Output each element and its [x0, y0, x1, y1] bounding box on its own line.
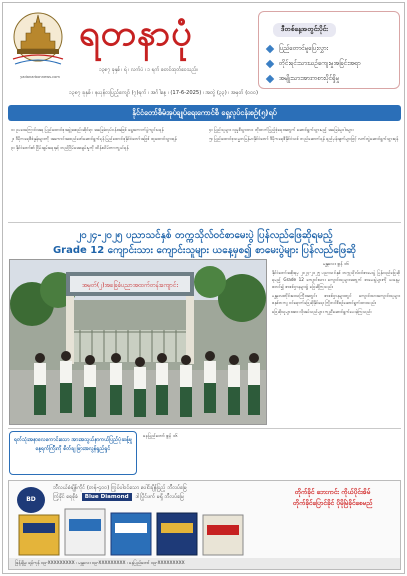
paragraph: ဖြေဆိုသူများအား လိုအပ်သည်များ ကူညီဆောင်ရွက်ပေးခဲ့ကြသည်။ — [272, 309, 372, 314]
article-column-side — [272, 269, 400, 317]
photo-signboard-text: အမှတ်(၂)အခြေခံပညာအထက်တန်းကျောင်း — [82, 282, 178, 289]
article-byline: မန္တလေး ဇွန် ၁၆ — [322, 262, 350, 267]
contents-box — [258, 11, 400, 89]
paragraph: ၃။ နိုင်ငံတော်၏ ငြိမ်းချမ်းရေးနှင့် တည်ငြိမ်အေးချမ်းမှုကို ထိန်းသိမ်းကာကွယ်ရန် — [11, 145, 129, 150]
cement-advertisement[interactable] — [8, 480, 401, 570]
divider — [8, 222, 401, 223]
article-byline: နေပြည်တော် ဇွန် ၁၆ — [143, 434, 178, 439]
diamond-bullet-icon — [266, 44, 274, 52]
paragraph: ၁။ ဥပဒေကြောင်းအရ ပြည်ထောင်စုအဖွဲ့အစည်းဆိုင်ရာ အခြေခံလုပ်ငန်းအဖြစ် ရွေးကောက်ပွဲကျင်းပရန် — [11, 127, 164, 132]
paragraph: ၄။ ပြည်သူများ လူမှုစီးပွားဘဝ တိုးတက်ပြည့်စုံရေးအတွက် ဆောင်ရွက်သွားမည့် အခြေခံမူဝါဒများ — [209, 127, 354, 132]
ad-footer: ဖြန့်ချိမှု၊ ရန်ကုန် ၀၉-XXXXXXXXX ၊ မန္တလေး ၀၉-XXXXXXXXX ၊ နေပြည်တော် ၀၉-XXXXXXXXX — [9, 558, 400, 569]
ad-line-1: ဘီလယ်စံချိန်ကိုင် (တန်-၄၀၀) ကြွပ်ပါဝင်သော ပေါင်ချိန်ပြည့် ဘီလပ်မြေ — [53, 485, 187, 491]
contents-item[interactable]: ပြည်တောင်မူပြေးလွှား — [263, 41, 395, 56]
health-notice: ရတ်သုံးအနာလေကောင်းသော အားအသွယ်နာကယ်ပြည်ပုံဆန့်မှု နေ့ရက်ကြီးကို စိတ်ချ မြားအလွန်ရှည်ရှင် — [9, 431, 137, 475]
divider — [8, 428, 401, 429]
article-column-right — [209, 126, 399, 144]
paragraph: နိုင်ငံတော်အစိုးရမှ ၂၀၂၄-၂၀၂၅ ပညာသင်နှစ် တက္ကသိုလ်ဝင်စာမေးပွဲ ပြန်လည်ဖြေဆိုရမည့် Grade 12 ကျောင်းသား ကျောင်းသူများအတွက် စာမေးပွဲများကို ယနေ့မှစတင်၍ စာစစ်ဌာနများ၌ ဖြေဆိုကြသည်။ — [272, 270, 400, 289]
contents-list — [263, 41, 395, 86]
paragraph: ၅။ ပြည်ထောင်စုသမ္မတမြန်မာနိုင်ငံတော် ဒီမိုကရေစီနိုင်ငံသစ် တည်ဆောက်ရန် ရည်မှန်းချက်များဖြင့် လက်တွဲဆောင်ရွက်သွားရန် — [209, 136, 399, 141]
ad-slogan: တိုက်ခိုင် ဘေးကင်း ကိုယ်ပိုင်အိမ် တိုက်ခိုင်ပြောင်ခိုင် ပိုမိုမြဲခိုင်စေမည် — [292, 488, 373, 507]
diamond-bullet-icon — [266, 74, 274, 82]
headline-sub: Grade 12 ကျောင်းသား ကျောင်းသူများ ယနေ့မှစ၍ စာမေးပွဲများ ပြန်လည်ဖြေဆို — [52, 245, 357, 256]
website-url: yadanarbonnews.com — [20, 75, 60, 79]
diamond-bullet-icon — [266, 59, 274, 67]
article-column-left — [11, 126, 199, 153]
masthead — [9, 9, 259, 96]
ad-line-2: ကြံ့ခိုင် ရေစိုခံ Blue Diamond ဒါ ပြိုင်ဖက် မရှိ ဘီလပ်မြေ — [53, 494, 185, 500]
blue-diamond-logo-icon: BD — [17, 487, 45, 513]
paragraph: ၂။ ဒီမိုကရေစီစံနှုန်းများကို အကောင်အထည်ဖော်ဆောင်ရွက်ရန် ပြည်ထောင်စုနိုင်ငံတော်အဖြစ် ထူထောင်သွားရန် — [11, 136, 177, 141]
contents-item[interactable]: တိုင်းရင်းသားယဉ်ကျေးမှုအခြင်းအရာ — [263, 56, 395, 71]
section-banner: နိုင်ငံတော်စီမံအုပ်ချုပ်ရေးကောင်စီ ရှေ့လုပ်ငန်းစဉ်(၅)ရပ် — [8, 105, 401, 121]
cement-bags-image — [15, 505, 259, 557]
headline-main: ၂၀၂၄-၂၀၂၅ ပညာသင်နှစ် တက္ကသိုလ်ဝင်စာမေးပွဲ ပြန်လည်ဖြေဆိုရမည့် — [76, 230, 333, 241]
masthead-title: ရတနာပုံ — [79, 12, 193, 54]
paragraph: မန္တလေးတိုင်းဒေသကြီးအတွင်း စာစစ်ဌာနများတွင် ကျောင်းသားကျောင်းသူများ စနစ်တကျ ဝင်ရောက်ဖြေဆိုနိုင်ရေး ကြိုတင်စီစဉ်ဆောင်ရွက်ထားသည်။ — [272, 293, 400, 305]
news-photo — [9, 259, 267, 425]
newspaper-front-page — [2, 2, 405, 574]
contents-item[interactable]: အမျိုးသားအားကစားပိုင်ရှိမှု — [263, 71, 395, 86]
dateline: ၁၃၈၇ ခုနှစ် ၊ နယုန်လပြည့်ကျော် (၇)ရက် ၊ အင်္ဂါနေ့ ၊ (17-6-2025) ၊ အတွဲ (၃၃) ၊ အမှတ် (၀၀၀) — [69, 90, 259, 96]
masthead-motto: ၁၃၈၇ ခုနှစ် ၊ ရဲ ၊ လက်ပံ ၊ ၁ ရက် စတင်ထုတ်ဝေသည်။ — [99, 67, 198, 73]
contents-title: ဒီတစ်နေ့အတွင်းပိုင်း — [273, 23, 336, 37]
ad-brand-name: Blue Diamond — [82, 493, 132, 501]
